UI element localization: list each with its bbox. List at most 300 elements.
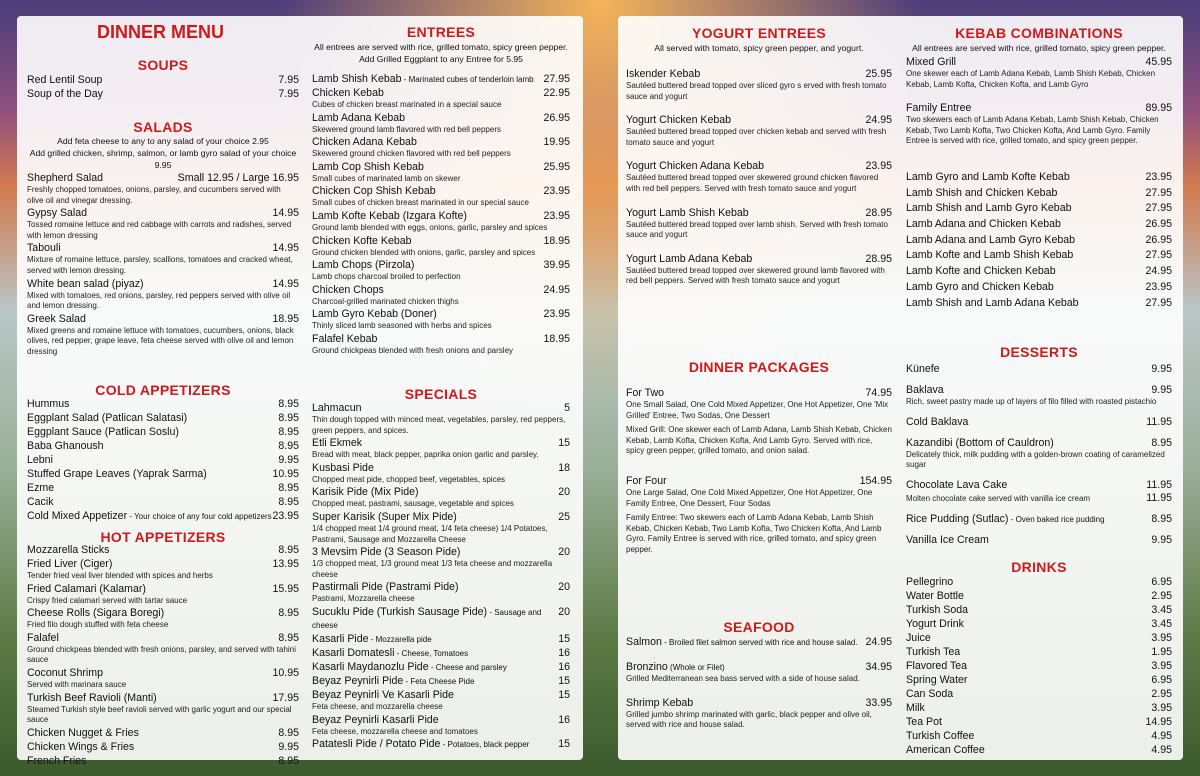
menu-item-price: 11.95	[1146, 415, 1172, 428]
menu-item-label	[312, 235, 412, 248]
menu-item-name: Baba Ghanoush	[27, 440, 104, 452]
menu-item-price: 34.95	[865, 661, 892, 673]
menu-item-subtitle: - Marinated cubes of tenderloin lamb	[401, 75, 534, 84]
menu-item-name: Turkish Coffee	[906, 730, 975, 742]
menu-item-row	[906, 265, 1172, 278]
menu-item-row	[906, 618, 1172, 631]
menu-item-description: Delicately thick, milk pudding with a golden-brown coating of caramelized sugar	[906, 449, 1165, 470]
menu-item-name: Yogurt Drink	[906, 618, 964, 630]
salads-note-2: Add grilled chicken, shrimp, salmon, or lamb gyro salad of your choice 9.95	[29, 148, 297, 170]
menu-item-label	[312, 511, 457, 524]
menu-item-row	[312, 210, 570, 223]
menu-item-label	[312, 210, 467, 223]
menu-item-name: Patatesli Pide / Potato Pide	[312, 738, 441, 751]
menu-item-price: 24.95	[543, 283, 570, 296]
menu-item-row	[906, 297, 1172, 310]
menu-item	[626, 697, 892, 731]
menu-item	[27, 242, 299, 276]
menu-item	[312, 511, 570, 545]
menu-item	[27, 468, 299, 481]
menu-item-label	[312, 259, 414, 272]
menu-item-label	[312, 647, 468, 660]
menu-item	[312, 402, 570, 436]
menu-item-description: Crispy fried calamari served with tartar sauce	[27, 595, 188, 605]
menu-item	[312, 308, 570, 332]
menu-item-price: 154.95	[859, 474, 892, 487]
menu-item-price: 8.95	[278, 440, 299, 452]
specials-list	[312, 402, 570, 752]
menu-item-description: Tossed romaine lettuce and red cabbage with carrots and radishes, served with lemon dressing	[27, 220, 292, 240]
menu-item-name: Lamb Cop Shish Kebab	[312, 160, 424, 173]
menu-item-description: One skewer each of Lamb Adana Kebab, Lamb Shish Kebab, Chicken Kebab, Lamb Kofta, Chicken Kofta, and Lamb Gyro	[906, 69, 1156, 89]
menu-item-price: 13.95	[272, 558, 299, 570]
menu-item-price: 3.95	[1151, 702, 1172, 714]
menu-item-row	[312, 689, 570, 702]
menu-item-price: 11.95	[1146, 478, 1172, 491]
menu-item-row	[27, 313, 299, 326]
menu-item	[906, 604, 1172, 617]
menu-item-description: Molten chocolate cake served with vanilla ice cream	[906, 493, 1091, 503]
menu-item-name: Bronzino	[626, 661, 668, 673]
menu-item-price: 9.95	[1151, 533, 1172, 546]
menu-item-label	[906, 249, 1073, 262]
menu-item-subtitle: - Feta Cheese Pide	[403, 676, 475, 686]
menu-item-label	[626, 207, 749, 220]
menu-item-label	[312, 675, 474, 688]
menu-item-row	[906, 604, 1172, 617]
menu-item-label	[27, 88, 103, 101]
menu-item-price: 17.95	[272, 691, 299, 704]
menu-item-description-extra: Mixed Grill: One skewer each of Lamb Adana, Lamb Shish Kebab, Chicken Kebab, Lamb Kofta, Chicken Kofta, And Lamb Gyro. Served with rice, spicy green pepper, grilled tomato, and onion salad.	[626, 425, 892, 456]
menu-item	[27, 454, 299, 467]
left-menu-panel	[17, 16, 583, 767]
salads-heading: SALADS	[133, 119, 193, 135]
menu-item-name: Salmon	[626, 636, 662, 648]
menu-item-name: Lamb Adana and Chicken Kebab	[906, 218, 1061, 231]
soups-list	[27, 74, 299, 102]
menu-item-name: Milk	[906, 702, 925, 714]
menu-item	[906, 102, 1172, 147]
menu-item-price: 33.95	[865, 696, 892, 709]
menu-item-name: Kusbasi Pide	[312, 461, 374, 474]
menu-item-price: 8.95	[278, 544, 299, 556]
menu-item-description: 1/4 chopped meat 1/4 ground meat, 1/4 feta cheese) 1/4 Potatoes, Pastrami, Sausage and Mozzarella Cheese	[312, 523, 548, 544]
menu-item	[312, 462, 570, 486]
menu-item-row	[27, 692, 299, 705]
menu-item-label	[906, 604, 968, 617]
menu-item-price: 20	[558, 581, 570, 594]
menu-item	[906, 590, 1172, 603]
menu-item-price: 14.95	[272, 277, 299, 290]
menu-item	[906, 646, 1172, 659]
menu-item-label	[626, 387, 664, 400]
menu-item	[906, 632, 1172, 645]
menu-item-price: 15	[558, 632, 570, 645]
menu-item-price: 4.95	[1151, 730, 1172, 742]
menu-item	[27, 426, 299, 439]
menu-item-label	[312, 87, 384, 100]
seafood-list	[626, 636, 892, 743]
menu-item-description: Charcoal-grilled marinated chicken thighs	[312, 296, 459, 306]
menu-item-name: French Fries	[27, 754, 87, 767]
menu-item-row	[27, 755, 299, 768]
menu-item-row	[906, 363, 1172, 376]
menu-item-row	[906, 479, 1172, 492]
menu-item-label	[27, 426, 179, 439]
menu-item-name: Chicken Adana Kebab	[312, 136, 417, 149]
menu-item-label	[906, 590, 964, 603]
menu-item	[906, 56, 1172, 90]
menu-item-price: 16	[558, 713, 570, 726]
menu-item-label	[626, 475, 667, 488]
menu-item	[27, 496, 299, 509]
menu-item-price: 9.95	[278, 740, 299, 753]
menu-item-price: 24.95	[865, 636, 892, 648]
menu-item-label	[906, 234, 1075, 247]
menu-item-price: 18.95	[543, 332, 570, 345]
menu-item-label	[906, 187, 1057, 200]
menu-item	[906, 716, 1172, 729]
menu-item-subtitle: - Cheese, Tomatoes	[394, 648, 469, 658]
menu-item-name: Chicken Kebab	[312, 87, 384, 99]
menu-item-price: 8.95	[278, 496, 299, 508]
menu-item-description: Skewered ground lamb flavored with red bell peppers	[312, 124, 501, 134]
menu-item-label	[626, 114, 731, 127]
menu-item-price: 1.95	[1151, 646, 1172, 658]
menu-item-label	[906, 437, 1054, 450]
menu-item	[906, 534, 1172, 547]
menu-item-row	[27, 440, 299, 453]
menu-item-price: 28.95	[865, 206, 892, 219]
menu-item-name: Lamb Kofte Kebab (Izgara Kofte)	[312, 209, 467, 222]
menu-item-row	[27, 607, 299, 620]
menu-item-name: Lamb Adana and Lamb Gyro Kebab	[906, 233, 1076, 246]
menu-item-name: Hummus	[27, 398, 70, 410]
menu-item-label	[312, 136, 417, 149]
drinks-heading: DRINKS	[1011, 559, 1067, 575]
menu-item	[312, 689, 570, 713]
menu-item-name: Turkish Tea	[906, 646, 961, 658]
menu-item-label	[906, 716, 942, 729]
menu-item-name: Lebni	[27, 454, 53, 466]
menu-item-name: Tabouli	[27, 242, 61, 255]
menu-item-label	[906, 218, 1061, 231]
menu-item	[312, 714, 570, 738]
menu-item-label	[906, 730, 974, 743]
menu-item-row	[27, 74, 299, 87]
menu-item-name: Chicken Chops	[312, 283, 384, 296]
menu-item-row	[906, 632, 1172, 645]
menu-item-price: 24.95	[1145, 265, 1172, 278]
menu-item-label	[312, 714, 439, 727]
menu-item-price: 18	[558, 461, 570, 474]
menu-item-name: Vanilla Ice Cream	[906, 533, 989, 546]
menu-item-name: Mozzarella Sticks	[27, 544, 110, 556]
menu-item	[27, 607, 299, 631]
menu-item-name: Kasarli Pide	[312, 632, 369, 645]
menu-item-row	[27, 88, 299, 101]
kebab-combo-pairs-list	[906, 171, 1172, 312]
menu-item-row	[27, 412, 299, 425]
menu-item-row	[27, 242, 299, 255]
menu-item-description: Grilled jumbo shrimp marinated with garlic, black pepper and olive oil, served with rice and house salad.	[626, 709, 872, 730]
menu-item	[312, 73, 570, 86]
menu-item-price: 20	[558, 605, 570, 618]
menu-item-label	[906, 297, 1079, 310]
menu-item-price: 15	[558, 688, 570, 701]
menu-item-label	[312, 185, 436, 198]
menu-item	[27, 482, 299, 495]
menu-item-description: Chopped meat pide, chopped beef, vegetables, spices	[312, 474, 506, 484]
menu-item-description: Served with marinara sauce	[27, 679, 127, 689]
menu-item-label	[312, 308, 437, 321]
menu-item-subtitle: - Your choice of any four cold appetizers	[127, 512, 272, 521]
menu-item-row	[906, 102, 1172, 115]
menu-item	[312, 437, 570, 461]
menu-item-label	[27, 607, 164, 620]
menu-item	[906, 281, 1172, 294]
menu-item	[312, 87, 570, 111]
menu-item	[312, 136, 570, 160]
menu-item-label	[906, 363, 940, 376]
menu-item-name: Fried Liver (Ciger)	[27, 558, 113, 570]
menu-item-row	[312, 161, 570, 174]
menu-item-description: Freshly chopped tomatoes, onions, parsley, and cucumbers served with olive oil and vinegar dressing.	[27, 185, 281, 205]
menu-item-price: 14.95	[272, 207, 299, 220]
menu-item	[312, 581, 570, 605]
menu-item-description: Sautéed buttered bread topped over lamb shish. Served with fresh tomato sauce and yogurt	[626, 219, 888, 240]
menu-item	[312, 333, 570, 357]
menu-item-label	[906, 171, 1070, 184]
menu-item-row	[626, 253, 892, 266]
menu-item-name: Lamb Shish and Chicken Kebab	[906, 186, 1058, 199]
menu-item-row	[27, 727, 299, 740]
menu-item-label	[906, 265, 1056, 278]
menu-item	[906, 384, 1172, 408]
menu-item-price: 28.95	[865, 252, 892, 265]
menu-item	[626, 68, 892, 102]
menu-item-row	[312, 486, 570, 499]
menu-item-price: 27.95	[543, 73, 570, 85]
menu-item-row	[312, 87, 570, 100]
menu-item	[906, 363, 1172, 376]
menu-item-label	[906, 281, 1054, 294]
menu-item	[27, 583, 299, 607]
menu-item-label	[27, 412, 187, 425]
menu-item	[906, 234, 1172, 247]
hot-appetizers-heading: HOT APPETIZERS	[100, 529, 226, 545]
menu-item	[27, 74, 299, 87]
menu-item-label	[27, 544, 109, 557]
menu-item-price: Small 12.95 / Large 16.95	[177, 172, 299, 184]
menu-item	[906, 688, 1172, 701]
menu-item-row	[312, 647, 570, 660]
menu-item	[27, 412, 299, 425]
menu-item-name: Super Karisik (Super Mix Pide)	[312, 510, 457, 523]
menu-item-label	[27, 74, 102, 87]
menu-item-name: Sucuklu Pide (Turkish Sausage Pide)	[312, 605, 488, 618]
menu-item-row	[906, 56, 1172, 69]
menu-item-description: Feta cheese, and mozzarella cheese	[312, 701, 443, 711]
menu-item-label	[27, 242, 61, 255]
menu-item-row	[626, 475, 892, 488]
menu-item-label	[312, 581, 459, 594]
menu-item-price: 8.95	[278, 426, 299, 438]
menu-item-label	[906, 56, 956, 69]
menu-item	[312, 185, 570, 209]
menu-item-label	[906, 702, 925, 715]
menu-item-price: 15	[558, 437, 570, 450]
menu-item-row	[906, 534, 1172, 547]
menu-item-label	[27, 755, 86, 768]
menu-item-description: One Small Salad, One Cold Mixed Appetizer, One Hot Appetizer, One 'Mix Grilled' Entree, Two Sodas, One Dessert	[626, 400, 889, 420]
menu-item-row	[906, 234, 1172, 247]
yogurt-entrees-note: All served with tomato, spicy green pepper, and yogurt.	[654, 43, 864, 53]
menu-item-description: 1/3 chopped meat, 1/3 ground meat 1/3 feta cheese and mozzarella cheese	[312, 559, 553, 579]
menu-item	[312, 259, 570, 283]
menu-item	[27, 755, 299, 768]
menu-item-description: Mixed with tomatoes, red onions, parsley, red peppers served with olive oil and lemon dressing.	[27, 290, 291, 311]
menu-item-label	[626, 68, 700, 81]
menu-item-label	[27, 667, 103, 680]
menu-item-description: Pastrami, Mozzarella cheese	[312, 594, 415, 604]
menu-item	[27, 692, 299, 726]
menu-item-row	[626, 661, 892, 674]
menu-item	[312, 486, 570, 510]
menu-item-name: Karisik Pide (Mix Pide)	[312, 486, 419, 499]
menu-item-price: 7.95	[278, 74, 299, 86]
menu-item-price: 16	[558, 646, 570, 659]
dinner-packages-list	[626, 387, 892, 574]
menu-item	[312, 647, 570, 660]
menu-item	[906, 265, 1172, 278]
menu-item-row	[312, 511, 570, 524]
menu-item-description-price: 11.95	[1146, 491, 1172, 504]
menu-item-name: For Four	[626, 474, 667, 487]
menu-item-row	[626, 68, 892, 81]
menu-item-price: 8.95	[278, 398, 299, 410]
menu-item-price: 16	[558, 660, 570, 673]
dinner-packages-heading: DINNER PACKAGES	[688, 359, 830, 375]
menu-item-row	[27, 426, 299, 439]
menu-item-label	[312, 333, 377, 346]
hot-appetizers-list	[27, 544, 299, 769]
menu-item-label	[906, 202, 1071, 215]
menu-item-name: Baklava	[906, 384, 944, 396]
menu-item	[626, 636, 892, 649]
menu-item-row	[312, 437, 570, 450]
menu-item-price: 8.95	[278, 482, 299, 494]
menu-item-row	[906, 716, 1172, 729]
menu-item-description: Lamb chops charcoal broiled to perfection	[312, 272, 461, 282]
menu-item-price: 10.95	[272, 468, 299, 480]
menu-item-name: For Two	[626, 387, 665, 399]
menu-item-row	[626, 636, 892, 649]
menu-item-row	[312, 675, 570, 688]
menu-item-row	[27, 172, 299, 185]
menu-item-row	[312, 185, 570, 198]
menu-item-name: Iskender Kebab	[626, 68, 701, 80]
menu-item-description-row	[906, 492, 1172, 505]
menu-item-name: Shrimp Kebab	[626, 696, 694, 709]
menu-item-row	[312, 661, 570, 674]
menu-item-description: Ground chickpeas blended with fresh onions, parsley, and served with tahini sauce	[27, 644, 296, 665]
menu-item-price: 26.95	[1145, 233, 1172, 246]
menu-item-row	[906, 702, 1172, 715]
menu-item-price: 27.95	[1145, 296, 1172, 309]
menu-item-description: Ground chicken blended with onions, garlic, parsley and spices	[312, 247, 536, 257]
menu-item	[27, 172, 299, 206]
menu-item-name: Mixed Grill	[906, 56, 957, 68]
menu-item-row	[906, 187, 1172, 200]
menu-item-row	[906, 744, 1172, 757]
menu-item-description: Sautéed buttered bread topped over skewered ground lamb flavored with red bell peppers. Served with fresh tomato sauce and yogurt	[626, 265, 885, 286]
entrees-heading: ENTREES	[406, 24, 476, 40]
menu-item-row	[906, 249, 1172, 262]
menu-item-name: Yogurt Lamb Shish Kebab	[626, 206, 749, 219]
menu-item-label	[906, 513, 1105, 526]
menu-item-description: Ground chickpeas blended with fresh onions and parsley	[312, 345, 514, 355]
menu-item-description: Two skewers each of Lamb Adana Kebab, Lamb Shish Kebab, Chicken Kebab, Two Lamb Kofta, Two Chicken Kofta, And Lamb Gyro. Family Entree is served with rice, grilled tomato, and spicy green pepper.	[906, 115, 1159, 146]
menu-item-row	[27, 496, 299, 509]
menu-item-label	[626, 661, 725, 674]
menu-item	[27, 741, 299, 754]
entrees-notes	[312, 41, 570, 65]
menu-item-name: Greek Salad	[27, 312, 86, 325]
menu-item-name: Chocolate Lava Cake	[906, 478, 1008, 491]
menu-item-row	[626, 160, 892, 173]
menu-item	[906, 660, 1172, 673]
menu-item-name: Lamb Adana Kebab	[312, 111, 406, 124]
menu-item-price: 27.95	[1145, 202, 1172, 215]
menu-item-label	[312, 402, 361, 415]
menu-item-description: Mixture of romaine lettuce, parsley, scallions, tomatoes and cracked wheat, served with lemon dressing.	[27, 255, 293, 275]
menu-item-label	[906, 674, 967, 687]
menu-item-name: Turkish Soda	[906, 604, 969, 616]
menu-item-price: 19.95	[543, 136, 570, 149]
menu-item-label	[906, 660, 967, 673]
menu-item-label	[27, 278, 144, 291]
entrees-note-1: All entrees are served with rice, grilled tomato, spicy green pepper.	[314, 42, 568, 52]
menu-item-price: 8.95	[278, 412, 299, 424]
menu-item	[27, 510, 299, 523]
menu-item-name: Lamb Gyro Kebab (Doner)	[312, 308, 437, 321]
menu-item-name: Stuffed Grape Leaves (Yaprak Sarma)	[27, 468, 207, 480]
menu-item-name: Can Soda	[906, 688, 954, 700]
menu-item-row	[312, 73, 570, 86]
menu-item	[906, 249, 1172, 262]
menu-item-label	[312, 462, 374, 475]
menu-item-row	[312, 284, 570, 297]
menu-item-row	[906, 646, 1172, 659]
menu-item-name: Eggplant Salad (Patlican Salatasi)	[27, 412, 188, 424]
menu-item	[626, 475, 892, 556]
menu-item-price: 25	[558, 510, 570, 523]
menu-item-label	[312, 606, 558, 632]
menu-item	[312, 606, 570, 632]
menu-item	[312, 112, 570, 136]
menu-item-name: Fried Calamari (Kalamar)	[27, 582, 146, 595]
menu-item-row	[906, 576, 1172, 589]
menu-item-name: Kasarli Maydanozlu Pide	[312, 660, 429, 673]
menu-item-row	[312, 462, 570, 475]
menu-item-row	[27, 482, 299, 495]
menu-item-description: Sautéed buttered bread topped over sliced gyro s erved with fresh tomato sauce and yogurt	[626, 81, 887, 101]
menu-item-price: 2.95	[1151, 688, 1172, 700]
menu-item-label	[27, 454, 53, 467]
menu-item-price: 26.95	[543, 111, 570, 124]
menu-item-name: Cold Baklava	[906, 415, 969, 428]
